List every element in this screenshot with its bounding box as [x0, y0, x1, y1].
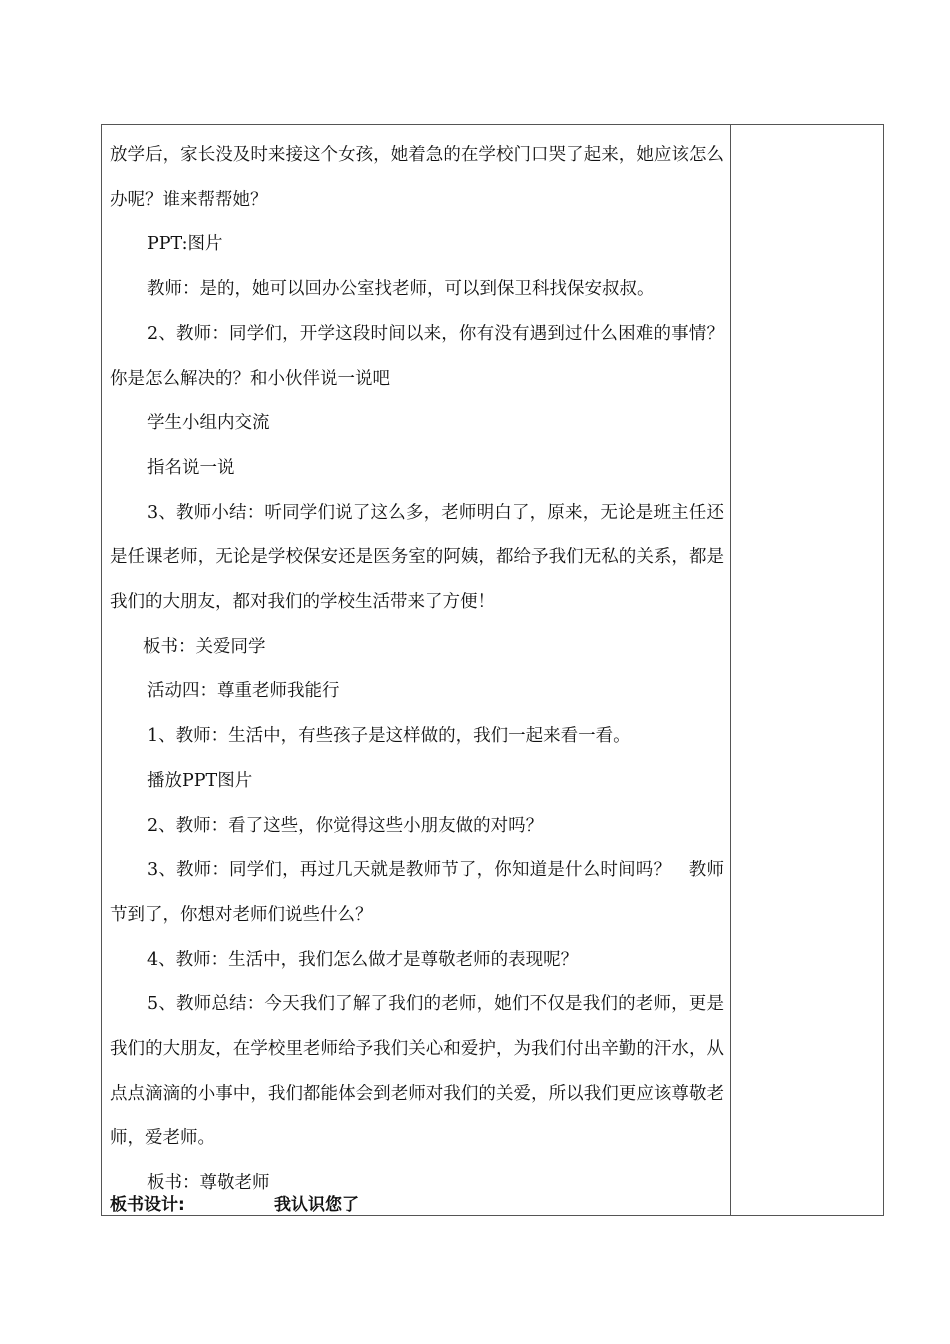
paragraph-teacher-answer: 教师：是的，她可以回办公室找老师，可以到保卫科找保安叔叔。 — [147, 279, 655, 300]
board-design-title: 我认识您了 — [274, 1195, 359, 1215]
column-divider — [730, 125, 731, 1215]
paragraph-play-ppt: 播放PPT图片 — [147, 770, 253, 791]
paragraph-activity-step-3: 3、教师：同学们，再过几天就是教师节了，你知道是什么时间吗？ 教师节到了，你想对老师们说些什么？ — [110, 860, 724, 925]
board-design-row — [110, 1194, 359, 1216]
board-design-label: 板书设计: — [110, 1195, 185, 1215]
paragraph-board-care: 板书：关爱同学 — [143, 636, 266, 657]
paragraph-activity-step-2: 2、教师：看了这些，你觉得这些小朋友做的对吗？ — [147, 815, 544, 836]
paragraph-ppt-image: PPT:图片 — [147, 234, 223, 255]
paragraph-activity-step-4: 4、教师：生活中，我们怎么做才是尊敬老师的表现呢？ — [147, 949, 579, 970]
lesson-content-cell — [102, 125, 730, 1215]
paragraph-activity-step-1: 1、教师：生活中，有些孩子是这样做的，我们一起来看一看。 — [147, 726, 631, 747]
paragraph-call-names: 指名说一说 — [147, 457, 235, 478]
lesson-plan-table — [101, 124, 884, 1216]
paragraph-group-discussion: 学生小组内交流 — [147, 413, 270, 434]
paragraph-activity-4: 活动四：尊重老师我能行 — [147, 681, 340, 702]
paragraph-activity-step-5: 5、教师总结：今天我们了解了我们的老师，她们不仅是我们的老师，更是我们的大朋友，在学校里老师给予我们关心和爱护，为我们付出辛勤的汗水，从点点滴滴的小事中，我们都能体会到老师对我们的关爱，所以我们更应该尊敬老师，爱老师。 — [110, 994, 724, 1149]
paragraph-step-3-summary: 3、教师小结：听同学们说了这么多，老师明白了，原来，无论是班主任还是任课老师，无论是学校保安还是医务室的阿姨，都给予我们无私的关系，都是我们的大朋友，都对我们的学校生活带来了方便！ — [110, 502, 724, 613]
paragraph-step-2: 2、教师：同学们，开学这段时间以来，你有没有遇到过什么困难的事情？你是怎么解决的？和小伙伴说一说吧 — [110, 323, 724, 389]
paragraph-board-respect: 板书：尊敬老师 — [147, 1173, 270, 1194]
paragraph-intro: 放学后，家长没及时来接这个女孩，她着急的在学校门口哭了起来，她应该怎么办呢？谁来帮帮她？ — [110, 145, 724, 210]
